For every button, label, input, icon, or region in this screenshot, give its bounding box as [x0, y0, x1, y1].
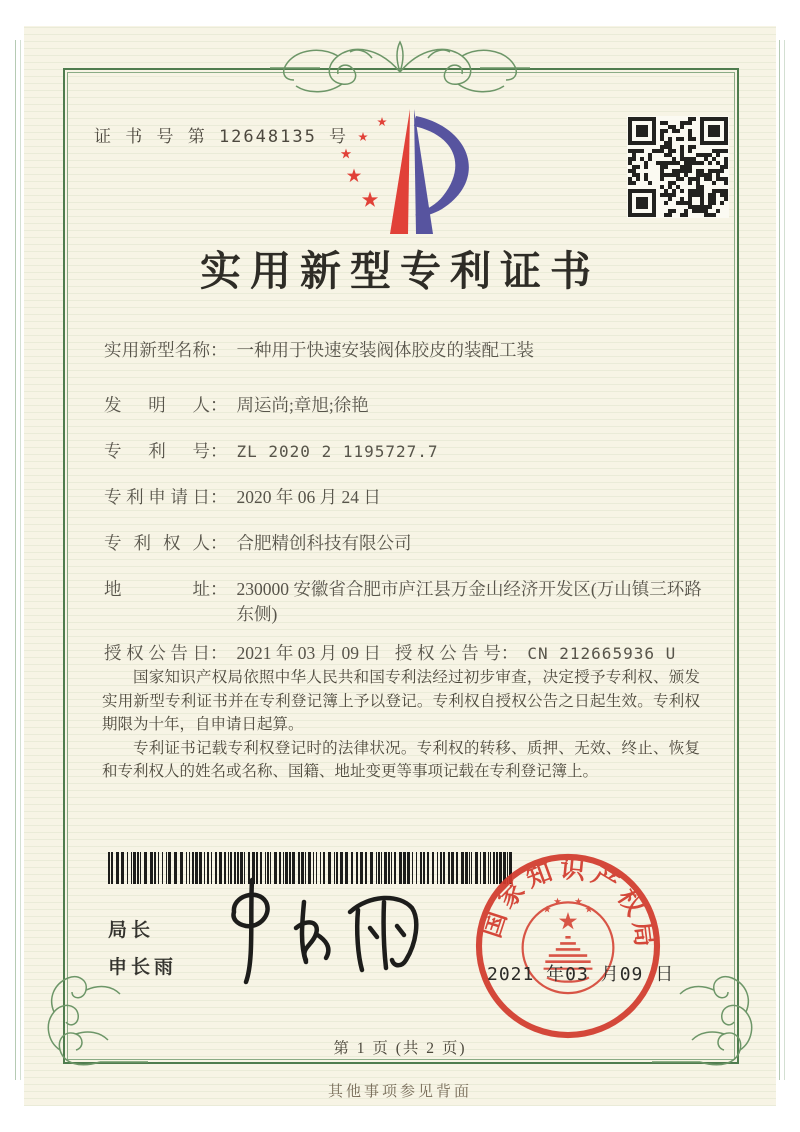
field-value: 合肥精创科技有限公司 [236, 533, 412, 553]
certificate-title: 实用新型专利证书 [200, 248, 600, 294]
fields-block [104, 338, 704, 687]
page-number: 第 1 页 (共 2 页) [333, 1040, 467, 1057]
field-colon: ： [210, 579, 228, 599]
field-colon: ： [210, 643, 228, 663]
left-edge-ornament-line [15, 40, 21, 1080]
signatory-block [108, 912, 177, 986]
field-label: 专利申请日 [104, 487, 210, 507]
field-patentee [104, 531, 704, 556]
right-edge-ornament-line [779, 40, 785, 1080]
field-label: 授权公告号 [394, 643, 501, 663]
seal-date: 2021 年03 月09 日 [487, 964, 675, 985]
field-colon: ： [210, 395, 228, 415]
legal-paragraph-1: 国家知识产权局依照中华人民共和国专利法经过初步审查，决定授予专利权、颁发实用新型专利证书并在专利登记簿上予以登记。专利权自授权公告之日起生效。专利权期限为十年，自申请日起算。 [102, 669, 700, 733]
field-value: 2021 年 03 月 09 日 [236, 643, 381, 663]
back-side-note: 其他事项参见背面 [327, 1084, 472, 1100]
official-seal-icon [472, 850, 664, 1042]
field-label: 专利号 [104, 441, 210, 461]
field-grant-row [104, 641, 704, 666]
field-colon: ： [210, 533, 228, 553]
seal-text: 国家知识产权局 [477, 854, 660, 954]
logo-red-wedge [390, 109, 410, 234]
field-label: 发明人 [104, 395, 210, 415]
field-patent-number [104, 439, 704, 464]
signatory-title: 局长 [108, 920, 155, 941]
director-signature-icon [212, 868, 422, 988]
field-grant-date [104, 641, 381, 666]
field-label: 实用新型名称 [104, 340, 210, 360]
field-colon: ： [210, 441, 228, 461]
field-label: 授权公告日 [104, 643, 210, 663]
legal-text-block [102, 666, 700, 784]
field-colon: ： [210, 340, 228, 360]
field-colon: ： [210, 487, 228, 507]
field-value: 周运尚;章旭;徐艳 [236, 395, 369, 415]
field-colon: ： [500, 643, 519, 663]
qr-code-icon [627, 116, 729, 218]
field-inventor [104, 393, 704, 418]
field-value: 一种用于快速安装阀体胶皮的装配工装 [236, 340, 534, 360]
field-value: CN 212665936 U [527, 644, 677, 663]
cnipa-logo-icon [330, 106, 490, 238]
field-label: 专利权人 [104, 533, 210, 553]
field-value: 2020 年 06 月 24 日 [236, 487, 381, 507]
field-value: 230000 安徽省合肥市庐江县万金山经济开发区(万山镇三环路东侧) [236, 579, 702, 624]
signatory-name: 申长雨 [108, 957, 178, 978]
field-value: ZL 2020 2 1195727.7 [236, 442, 439, 461]
legal-paragraph-2: 专利证书记载专利权登记时的法律状况。专利权的转移、质押、无效、终止、恢复和专利权人的姓名或名称、国籍、地址变更等事项记载在专利登记簿上。 [102, 739, 700, 780]
field-address [104, 577, 704, 627]
field-label: 地址 [104, 579, 210, 599]
certificate-number: 证 书 号 第 12648135 号 [94, 127, 349, 147]
logo-stars [341, 117, 387, 207]
field-grant-number [395, 641, 676, 666]
field-utility-model-name [104, 338, 704, 363]
field-filing-date [104, 485, 704, 510]
